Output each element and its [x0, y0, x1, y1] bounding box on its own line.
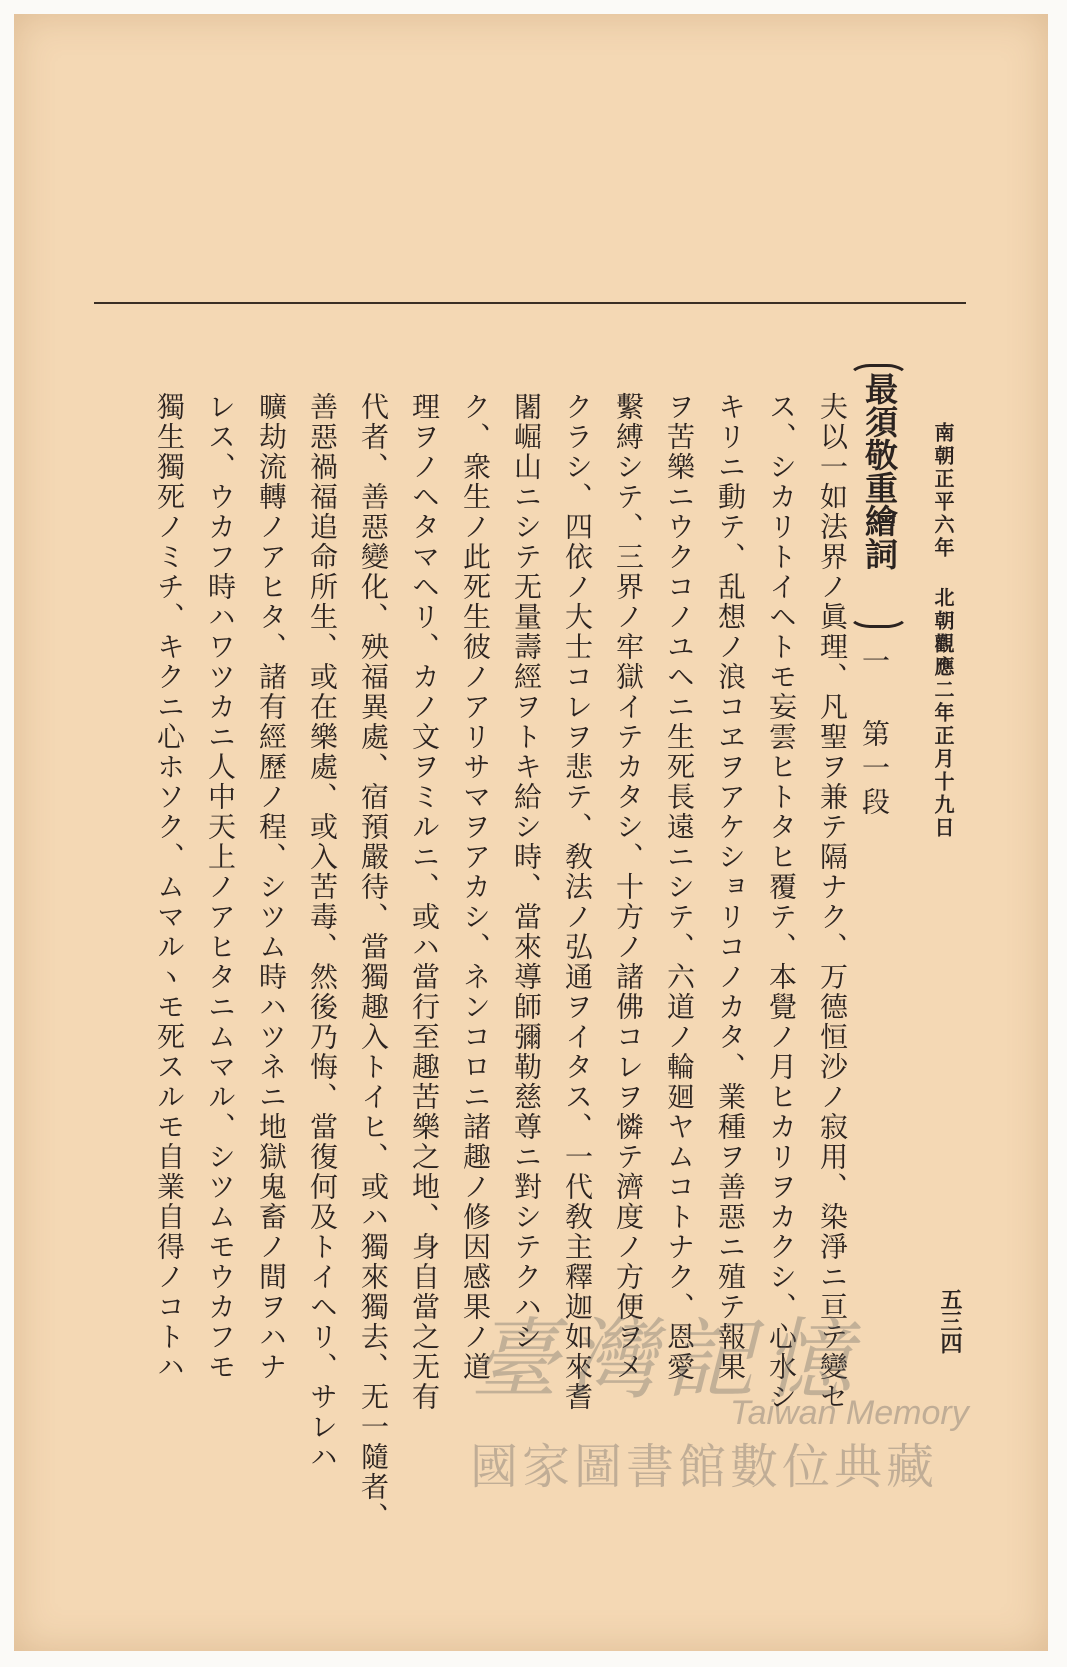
watermark-library: 國家圖書館數位典藏	[470, 1439, 939, 1495]
header-rule	[94, 302, 966, 304]
text-line: クラシ、四依ノ大士コレヲ悲テ、敎法ノ弘通ヲイタス、一代敎主釋迦如來耆	[561, 392, 594, 1412]
document-title: 最須敬重繪詞	[860, 372, 899, 570]
text-line: ヲ苦樂ニウクコノユヘニ生死長遠ニシテ、六道ノ輪廻ヤムコトナク、恩愛	[663, 392, 696, 1382]
watermark-chinese: 臺灣記憶	[470, 1308, 863, 1411]
section-heading: 一 第一段	[858, 646, 891, 821]
watermark-english: Taiwan Memory	[730, 1394, 969, 1432]
text-line: 曠劫流轉ノアヒタ、諸有經歷ノ程、シツム時ハツネニ地獄鬼畜ノ間ヲハナ	[255, 392, 288, 1382]
text-line: 闍崛山ニシテ无量壽經ヲトキ給シ時、當來導師彌勒慈尊ニ對シテクハシ	[510, 392, 543, 1352]
text-line: レス、ウカフ時ハワツカニ人中天上ノアヒタニムマル、シツムモウカフモ	[204, 392, 237, 1382]
text-line: ス、シカリトイヘトモ妄雲ヒトタヒ覆テ、本覺ノ月ヒカリヲカクシ、心水シ	[765, 392, 798, 1412]
text-line: 理ヲノヘタマヘリ、カノ文ヲミルニ、或ハ當行至趣苦樂之地、身自當之无有	[408, 392, 441, 1412]
text-line: ク、衆生ノ此死生彼ノアリサマヲアカシ、ネンコロニ諸趣ノ修因感果ノ道	[459, 392, 492, 1382]
page-number: 五三四	[937, 1288, 963, 1354]
text-line: 獨生獨死ノミチ、キクニ心ホソク、ムマルヽモ死スルモ自業自得ノコトハ	[153, 392, 186, 1382]
text-line: 繫縛シテ、三界ノ牢獄イテカタシ、十方ノ諸佛コレヲ憐テ濟度ノ方便ヲメ	[612, 392, 645, 1382]
book-page	[14, 14, 1048, 1651]
date-line: 南朝正平六年 北朝觀應二年正月十九日	[931, 422, 955, 840]
text-line: 代者、善惡變化、殃福異處、宿預嚴待、當獨趣入トイヒ、或ハ獨來獨去、无一隨者、	[357, 392, 390, 1532]
text-line: 夫以一如法界ノ眞理、凡聖ヲ兼テ隔ナク、万德恒沙ノ寂用、染淨ニ亘テ變セ	[816, 392, 849, 1412]
text-line: キリニ動テ、乱想ノ浪コヱヲアケショリコノカタ、業種ヲ善惡ニ殖テ報果	[714, 392, 747, 1382]
text-line: 善惡禍福追命所生、或在樂處、或入苦毒、然後乃悔、當復何及トイヘリ、サレハ	[306, 392, 339, 1472]
